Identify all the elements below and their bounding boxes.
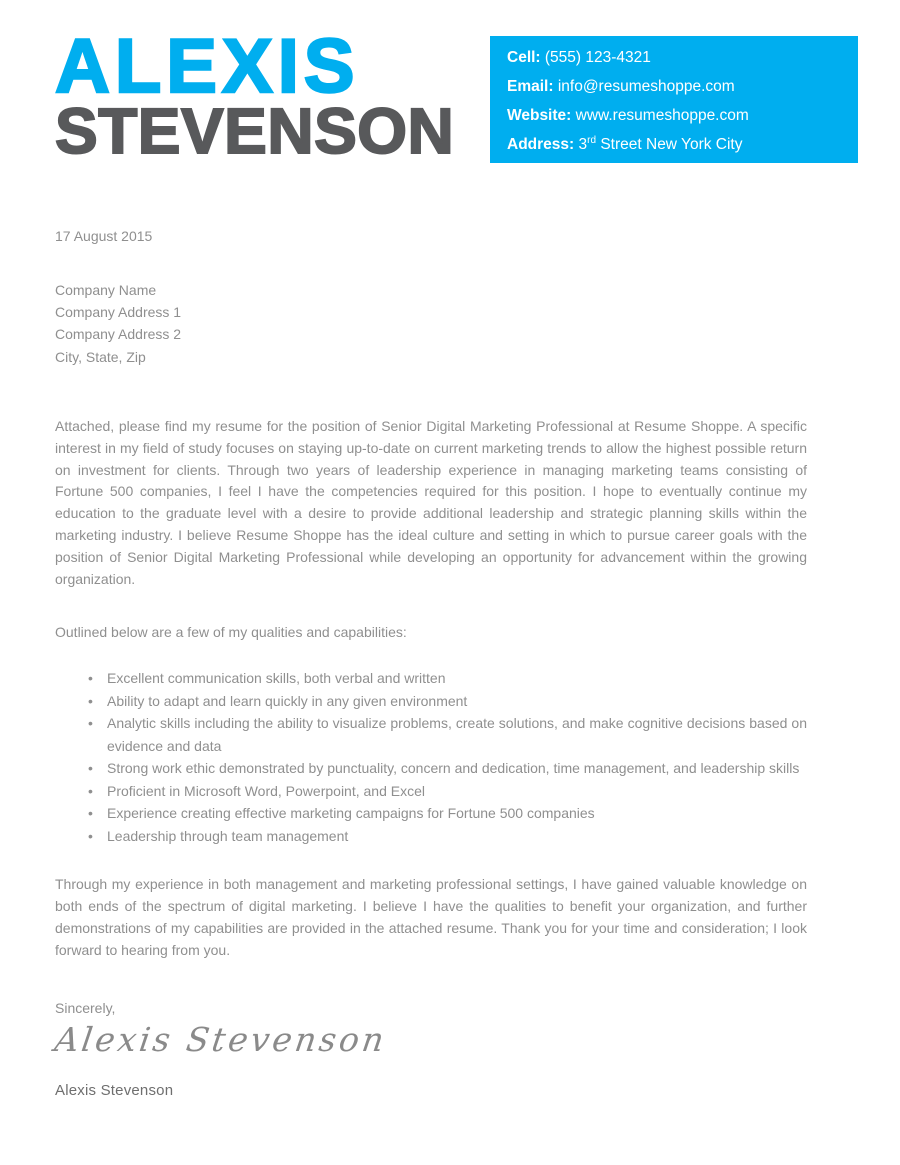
contact-cell-label: Cell: xyxy=(507,49,541,66)
closing-paragraph: Through my experience in both management and marketing professional settings, I have gained valuable knowledge on both ends of the spectrum of digital marketing. I believe I have the qualities to benefit your organization, and further demonstrations of my capabilities are provided in the attached resume. Thank you for your time and consideration; I look forward to hearing from you. xyxy=(55,876,807,958)
recipient-company-name: Company Name xyxy=(55,281,157,298)
typed-signature-name: Alexis Stevenson xyxy=(55,1081,174,1099)
recipient-address-block xyxy=(55,279,807,368)
bullet-item: • Ability to adapt and learn quickly in any given environment xyxy=(55,690,807,713)
contact-website-value: www.resumeshoppe.com xyxy=(571,107,749,124)
contact-email xyxy=(507,72,858,101)
qualities-intro-line: Outlined below are a few of my qualities and capabilities: xyxy=(55,624,407,641)
contact-address-rest: Street New York City xyxy=(596,136,743,153)
valediction: Sincerely, xyxy=(55,1000,116,1017)
bullet-item: • Analytic skills including the ability to visualize problems, create solutions, and make cognitive decisions based on evidence and data xyxy=(55,712,807,757)
last-name-heading: STEVENSON xyxy=(55,95,455,167)
contact-cell xyxy=(507,43,858,72)
contact-email-value: info@resumeshoppe.com xyxy=(553,78,735,95)
intro-paragraph: Attached, please find my resume for the position of Senior Digital Marketing Professional at Resume Shoppe. A specific interest in my field of study focuses on staying up-to-date on current marketing trends to allow the highest possible return on investment for clients. Through two years of leadership experience in managing marketing teams consisting of Fortune 500 companies, I feel I have the competencies required for this position. I hope to eventually continue my education to the graduate level with a desire to provide additional leadership and strategic planning skills within the marketing industry. I believe Resume Shoppe has the ideal culture and setting in which to pursue career goals with the position of Senior Digital Marketing Professional while developing an opportunity for advancement within the growing organization. xyxy=(55,417,807,587)
contact-address-number: 3 xyxy=(574,136,588,153)
handwritten-signature-text: Alexis Stevenson xyxy=(52,1020,390,1060)
contact-cell-value: (555) 123-4321 xyxy=(540,49,651,66)
bullet-item: • Experience creating effective marketing campaigns for Fortune 500 companies xyxy=(55,802,807,825)
contact-email-label: Email: xyxy=(507,78,554,95)
bullet-item: • Leadership through team management xyxy=(55,825,807,848)
bullet-item: • Excellent communication skills, both verbal and written xyxy=(55,667,807,690)
letter-body xyxy=(52,163,807,1102)
bullet-item: • Proficient in Microsoft Word, Powerpoint, and Excel xyxy=(55,780,807,803)
contact-website xyxy=(507,101,858,130)
letter-date: 17 August 2015 xyxy=(55,228,153,244)
bullet-item: • Strong work ethic demonstrated by punctuality, concern and dedication, time management, and leadership skills xyxy=(55,757,807,780)
first-name-heading: ALEXIS xyxy=(55,24,360,109)
handwritten-signature xyxy=(52,1020,807,1060)
contact-info-card xyxy=(490,36,858,163)
recipient-city-state-zip: City, State, Zip xyxy=(55,348,146,365)
contact-address-label: Address: xyxy=(507,136,575,153)
qualities-bullet-list xyxy=(55,667,807,847)
contact-address-ordinal: rd xyxy=(587,134,597,146)
contact-website-label: Website: xyxy=(507,107,572,124)
header-name-block xyxy=(55,24,455,167)
recipient-address-line-1: Company Address 1 xyxy=(55,304,182,321)
contact-address xyxy=(507,130,858,159)
recipient-address-line-2: Company Address 2 xyxy=(55,326,182,343)
